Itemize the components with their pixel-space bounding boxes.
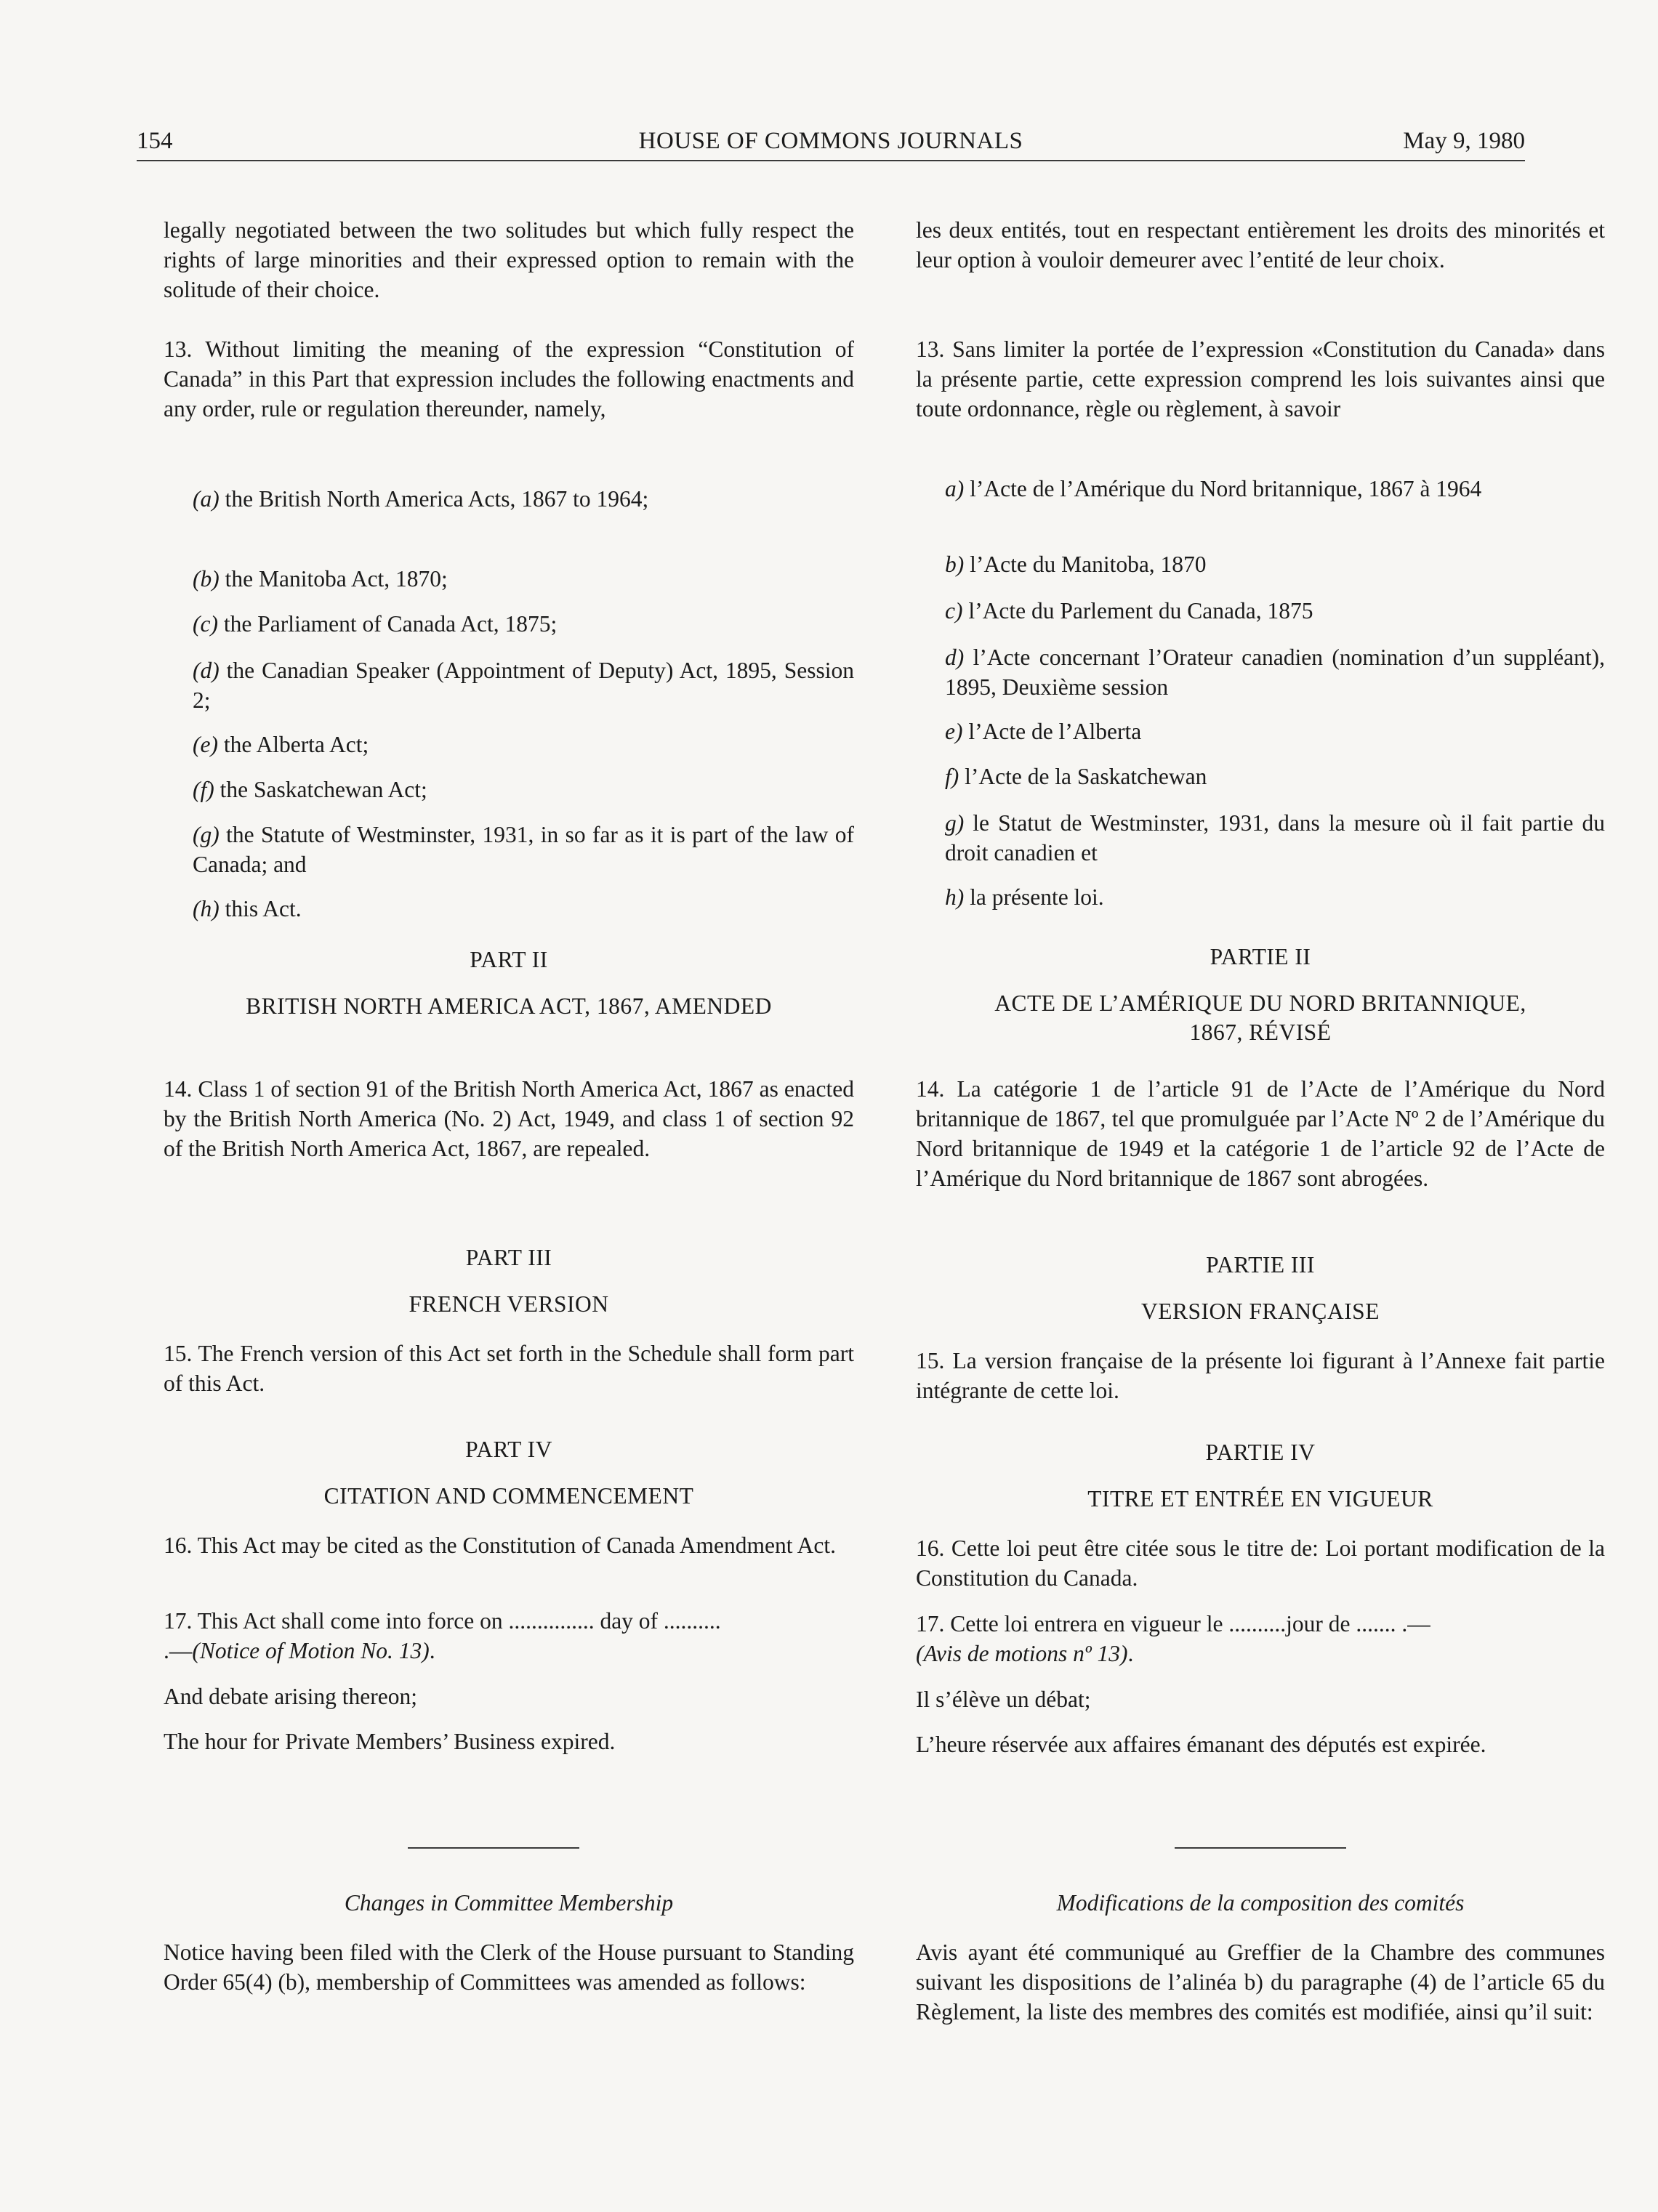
section-17 [164,1606,854,1666]
part-3-title: VERSION FRANÇAISE [1141,1299,1380,1324]
section-17-dash: .— [164,1638,193,1663]
list-item [916,596,1605,626]
list-item [916,474,1605,504]
committee-heading: Changes in Committee Membership [344,1890,674,1916]
item-label: (a) [193,486,220,512]
notice-of-motion: (Notice of Motion No. 13) [192,1638,430,1663]
list-item [164,894,854,924]
list-item [164,564,854,594]
item-label: (d) [193,658,220,683]
section-17-text: 17. Cette loi entrera en vigueur le ..........jour de ....... .— [916,1611,1430,1636]
item-text: la présente loi. [964,884,1104,910]
part-4-label: PART IV [465,1437,552,1462]
hour-expired-line: L’heure réservée aux affaires émanant des députés est expirée. [916,1732,1486,1757]
journal-title: HOUSE OF COMMONS JOURNALS [638,128,1023,154]
journal-date: May 9, 1980 [1403,128,1525,154]
item-label: (e) [193,732,218,757]
committee-notice: Notice having been filed with the Clerk of the House pursuant to Standing Order 65(4) (b), membership of Committees was amended as follows: [164,1939,854,1995]
item-text: l’Acte du Manitoba, 1870 [964,552,1207,577]
section-13: 13. Without limiting the meaning of the expression “Constitution of Canada” in this Part that expression includes the following enactments and any order, rule or regulation thereunder, namely, [164,336,854,421]
item-text: the Parliament of Canada Act, 1875; [217,611,558,637]
committee-notice: Avis ayant été communiqué au Greffier de la Chambre des communes suivant les dispositions de l’alinéa b) du paragraphe (4) de l’article 65 du Règlement, la liste des membres des comités est modifiée, ainsi qu’il suit: [916,1939,1605,2025]
section-17-end: . [429,1638,435,1663]
item-text: the Canadian Speaker (Appointment of Deputy) Act, 1895, Session 2; [193,658,854,713]
part-2-label: PARTIE II [1210,944,1311,969]
item-label: a) [945,476,965,501]
item-text: l’Acte de l’Amérique du Nord britannique, 1867 à 1964 [964,476,1482,501]
section-17-text: 17. This Act shall come into force on ............... day of .......... [164,1608,721,1634]
section-17 [916,1609,1605,1668]
list-item [164,609,854,639]
section-16: 16. Cette loi peut être citée sous le titre de: Loi portant modification de la Constitution du Canada. [916,1535,1605,1591]
item-label: d) [945,645,965,670]
section-divider [408,1847,579,1849]
list-item [916,882,1605,912]
list-item [164,484,854,514]
list-item [164,775,854,804]
list-item [164,655,854,715]
item-text: this Act. [219,896,302,921]
item-text: the Alberta Act; [217,732,369,757]
intro-paragraph: les deux entités, tout en respectant entièrement les droits des minorités et leur option à vouloir demeurer avec l’entité de leur choix. [916,217,1605,273]
list-item [916,642,1605,702]
item-label: f) [945,764,959,789]
item-label: c) [945,598,963,623]
part-3-label: PART III [465,1245,552,1270]
item-text: the Statute of Westminster, 1931, in so far as it is part of the law of Canada; and [193,822,854,877]
item-label: e) [945,719,963,744]
page-header [137,122,1525,161]
item-text: the British North America Acts, 1867 to 1964; [219,486,649,512]
list-item [916,549,1605,579]
list-item [164,820,854,879]
item-text: le Statut de Westminster, 1931, dans la mesure où il fait partie du droit canadien et [945,810,1605,865]
item-label: g) [945,810,965,836]
item-text: l’Acte concernant l’Orateur canadien (nomination d’un suppléant), 1895, Deuxième session [945,645,1605,700]
list-item [916,717,1605,746]
item-text: the Manitoba Act, 1870; [219,566,448,592]
section-divider [1175,1847,1346,1849]
part-3-label: PARTIE III [1206,1252,1315,1277]
item-label: (f) [193,777,214,802]
list-item [164,730,854,759]
part-2-label: PART II [470,947,548,972]
debate-line: Il s’élève un débat; [916,1687,1091,1712]
part-3-title: FRENCH VERSION [409,1291,609,1317]
part-2-title-line-2: 1867, RÉVISÉ [1189,1020,1332,1045]
item-label: (c) [193,611,218,637]
hour-expired-line: The hour for Private Members’ Business expired. [164,1729,616,1754]
notice-of-motion: (Avis de motions nº 13) [916,1641,1128,1666]
item-text: the Saskatchewan Act; [214,777,427,802]
section-13: 13. Sans limiter la portée de l’expression «Constitution du Canada» dans la présente partie, cette expression comprend les lois suivantes ainsi que toute ordonnance, règle ou règlement, à savoir [916,336,1605,421]
section-14: 14. Class 1 of section 91 of the British North America Act, 1867 as enacted by the British North America (No. 2) Act, 1949, and class 1 of section 92 of the British North America Act, 1867, are repealed. [164,1076,854,1161]
item-label: h) [945,884,965,910]
item-text: l’Acte du Parlement du Canada, 1875 [962,598,1313,623]
section-14: 14. La catégorie 1 de l’article 91 de l’Acte de l’Amérique du Nord britannique de 1867, tel que promulguée par l’Acte Nº 2 de l’Amérique du Nord britannique de 1949 et la catégorie 1 de l’article 92 de l’Acte de l’Amérique du Nord britannique de 1867 sont abrogées. [916,1076,1605,1191]
section-15: 15. La version française de la présente loi figurant à l’Annexe fait partie intégrante de cette loi. [916,1348,1605,1403]
item-text: l’Acte de la Saskatchewan [959,764,1207,789]
part-2-title-line-1: ACTE DE L’AMÉRIQUE DU NORD BRITANNIQUE, [994,990,1526,1016]
intro-paragraph: legally negotiated between the two solitudes but which fully respect the rights of large minorities and their expressed option to remain with the solitude of their choice. [164,217,854,302]
part-2-title: BRITISH NORTH AMERICA ACT, 1867, AMENDED [246,993,772,1019]
part-4-label: PARTIE IV [1205,1440,1316,1465]
committee-heading: Modifications de la composition des comités [1056,1890,1465,1916]
debate-line: And debate arising thereon; [164,1684,418,1709]
section-16: 16. This Act may be cited as the Constitution of Canada Amendment Act. [164,1533,837,1558]
item-label: b) [945,552,965,577]
part-4-title: TITRE ET ENTRÉE EN VIGUEUR [1087,1486,1433,1511]
item-label: (g) [193,822,220,847]
item-label: (b) [193,566,220,592]
page-number: 154 [137,128,173,154]
item-text: l’Acte de l’Alberta [962,719,1142,744]
list-item [916,762,1605,791]
section-17-end: . [1127,1641,1134,1666]
part-4-title: CITATION AND COMMENCEMENT [323,1483,694,1509]
item-label: (h) [193,896,220,921]
list-item [916,808,1605,868]
section-15: 15. The French version of this Act set forth in the Schedule shall form part of this Act. [164,1341,854,1396]
